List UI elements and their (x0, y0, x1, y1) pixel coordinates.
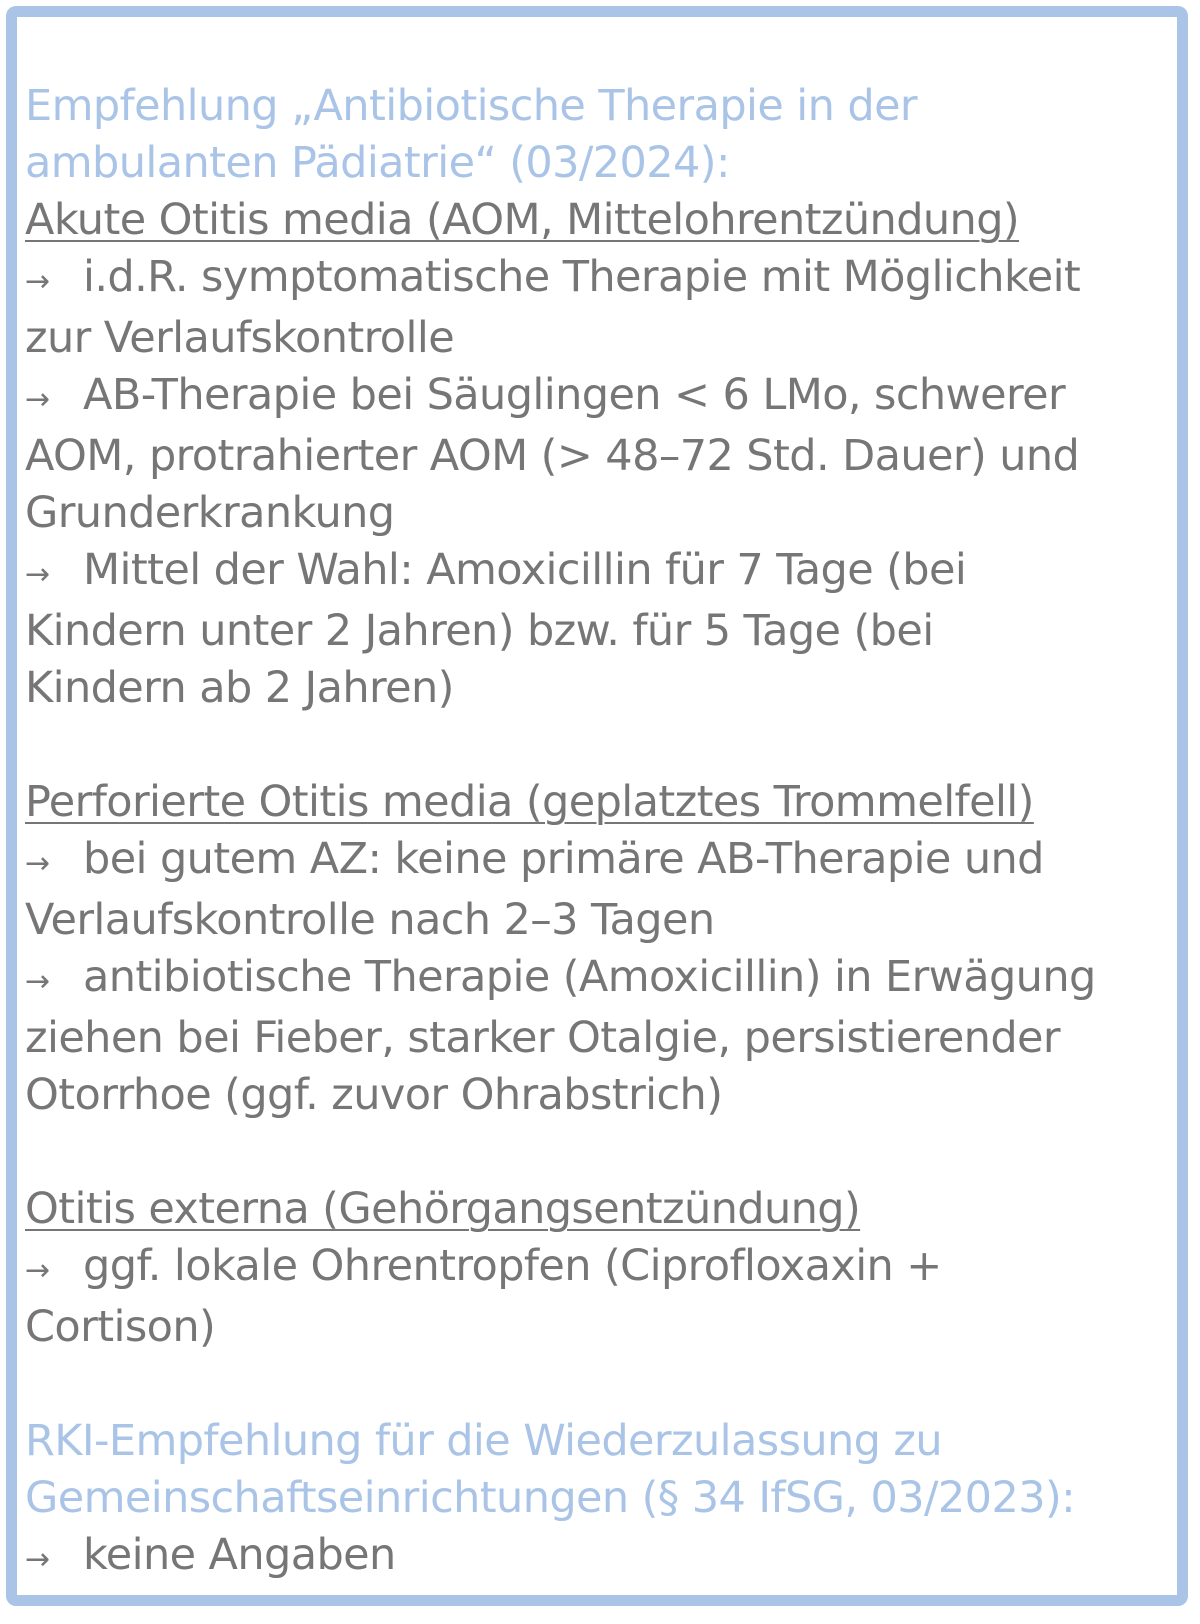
arrow-icon: → (25, 264, 50, 299)
perforated-heading: Perforierte Otitis media (geplatztes Trommelfell) (25, 777, 1034, 827)
section-spacer (25, 1124, 1165, 1181)
perforated-bullet-2-line-3: Otorrhoe (ggf. zuvor Ohrabstrich) (25, 1070, 723, 1120)
arrow-icon: → (25, 1253, 50, 1288)
aom-bullet-3-line-3: Kindern ab 2 Jahren) (25, 663, 454, 713)
perforated-bullet-1-line-1: → bei gutem AZ: keine primäre AB-Therapie und (25, 831, 1165, 892)
externa-heading: Otitis externa (Gehörgangsentzündung) (25, 1184, 861, 1234)
aom-bullet-3-line-2: Kindern unter 2 Jahren) bzw. für 5 Tage (bei (25, 606, 934, 656)
perforated-bullet-1-line-2: Verlaufskontrolle nach 2–3 Tagen (25, 895, 715, 945)
perforated-bullet-2-line-1: → antibiotische Therapie (Amoxicillin) in Erwägung (25, 949, 1165, 1010)
rki-title-line-1: RKI-Empfehlung für die Wiederzulassung zu (25, 1416, 943, 1466)
externa-bullet-1-line-2: Cortison) (25, 1302, 216, 1352)
section-spacer (25, 1356, 1165, 1413)
aom-bullet-1-line-2: zur Verlaufskontrolle (25, 313, 455, 363)
aom-heading: Akute Otitis media (AOM, Mittelohrentzündung) (25, 195, 1020, 245)
arrow-icon: → (25, 846, 50, 881)
intro-title-line-2: ambulanten Pädiatrie“ (03/2024): (25, 138, 730, 188)
rki-title-line-2: Gemeinschaftseinrichtungen (§ 34 IfSG, 03/2023): (25, 1473, 1076, 1523)
perforated-bullet-2-line-2: ziehen bei Fieber, starker Otalgie, persistierender (25, 1013, 1060, 1063)
rki-bullet-1: → keine Angaben (25, 1527, 1165, 1588)
intro-title-line-1: Empfehlung „Antibiotische Therapie in der (25, 81, 918, 131)
arrow-icon: → (25, 964, 50, 999)
externa-bullet-1-line-1: → ggf. lokale Ohrentropfen (Ciprofloxaxin + (25, 1238, 1165, 1299)
aom-bullet-2-line-1: → AB-Therapie bei Säuglingen < 6 LMo, schwerer (25, 367, 1165, 428)
arrow-icon: → (25, 382, 50, 417)
aom-bullet-3-line-1: → Mittel der Wahl: Amoxicillin für 7 Tage (bei (25, 542, 1165, 603)
section-spacer (25, 717, 1165, 774)
aom-bullet-1-line-1: → i.d.R. symptomatische Therapie mit Möglichkeit (25, 249, 1165, 310)
card-content (25, 78, 1165, 1588)
aom-bullet-2-line-2: AOM, protrahierter AOM (> 48–72 Std. Dauer) und (25, 431, 1080, 481)
arrow-icon: → (25, 1542, 50, 1577)
arrow-icon: → (25, 557, 50, 592)
aom-bullet-2-line-3: Grunderkrankung (25, 488, 395, 538)
